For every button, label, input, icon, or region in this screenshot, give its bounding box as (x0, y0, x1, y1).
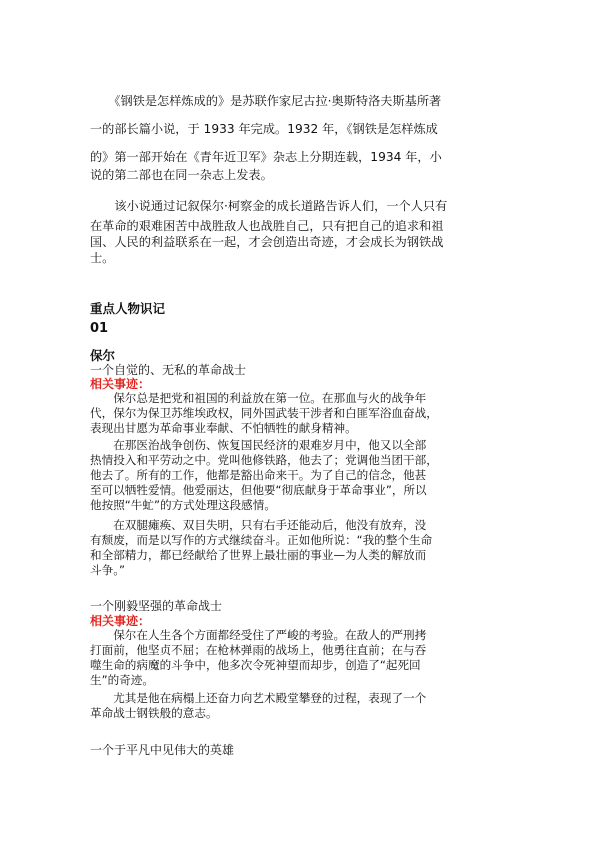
intro-p2-line: 士。 (90, 251, 115, 265)
trait-1-paragraph-1 (90, 391, 500, 436)
intro-p1-line: 说的第二部也在同一杂志上发表。 (90, 168, 273, 182)
intro-p2-line: 在革命的艰难困苦中战胜敌人也战胜自己，只有把自己的追求和祖 (90, 219, 444, 233)
intro-p1-line: 的》第一部开始在《青年近卫军》杂志上分期连载，1934 年，小 (90, 150, 442, 164)
intro-p2-line: 该小说通过记叙保尔·柯察金的成长道路告诉人们，一个人只有 (90, 199, 448, 213)
body-line: 斗争。” (90, 563, 125, 578)
intro-p1-line: 一的部长篇小说，于 1933 年完成。1932 年，《钢铁是怎样炼成 (90, 122, 438, 136)
body-line: 热情投入和平劳动之中。党叫他修铁路，他去了；党调他当团干部， (90, 453, 438, 468)
trait-title: 一个刚毅坚强的革命战士 (90, 599, 223, 613)
intro-paragraph-1 (90, 93, 500, 183)
body-line: 保尔总是把党和祖国的利益放在第一位。在那血与火的战争年 (90, 391, 427, 405)
body-line: 保尔在人生各个方面都经受住了严峻的考验。在敌人的严刑拷 (90, 628, 427, 642)
trait-1-paragraph-2 (90, 438, 500, 513)
section-number: 01 (90, 321, 109, 336)
body-line: 革命战士钢铁般的意志。 (90, 706, 218, 721)
body-line: 至可以牺牲爱情。他爱丽达，但他要“彻底献身于革命事业”，所以 (90, 483, 427, 498)
trait-title: 一个自觉的、无私的革命战士 (90, 363, 247, 377)
intro-p2-line: 国、人民的利益联系在一起，才会创造出奇迹，才会成长为钢铁战 (90, 235, 444, 249)
related-deeds-label: 相关事迹： (90, 377, 151, 391)
trait-title: 一个于平凡中见伟大的英雄 (90, 743, 235, 757)
section-title: 重点人物识记 (90, 301, 166, 316)
body-line: 打面前，他坚贞不屈；在枪林弹雨的战场上，他勇往直前；在与吞 (90, 643, 427, 658)
body-line: 表现出甘愿为革命事业奉献、不怕牺牲的献身精神。 (90, 421, 357, 436)
trait-2-paragraph-2 (90, 691, 500, 721)
trait-1-paragraph-3 (90, 518, 500, 578)
intro-paragraph-2 (90, 198, 500, 266)
related-deeds-label: 相关事迹： (90, 614, 151, 628)
body-line: 和全部精力，都已经献给了世界上最壮丽的事业—为人类的解放而 (90, 548, 427, 563)
body-line: 在那医治战争创伤、恢复国民经济的艰难岁月中，他又以全部 (90, 438, 427, 452)
body-line: 他按照“牛虻”的方式处理这段感情。 (90, 498, 276, 513)
character-name: 保尔 (90, 348, 116, 363)
intro-p1-line: 《钢铁是怎样炼成的》是苏联作家尼古拉·奥斯特洛夫斯基所著 (90, 94, 442, 108)
body-line: 代，保尔为保卫苏维埃政权，同外国武装干涉者和白匪军浴血奋战， (90, 406, 438, 421)
body-line: 在双腿瘫痪、双目失明，只有右手还能动后，他没有放弃，没 (90, 518, 427, 532)
body-line: 他去了。所有的工作，他都是豁出命来干。为了自己的信念，他甚 (90, 468, 427, 483)
trait-2-paragraph-1 (90, 628, 500, 688)
body-line: 噬生命的病魔的斗争中，他多次令死神望而却步，创造了“起死回 (90, 658, 421, 673)
body-line: 尤其是他在病榻上还奋力向艺术殿堂攀登的过程，表现了一个 (90, 691, 427, 705)
body-line: 有颓废，而是以写作的方式继续奋斗。正如他所说：“我的整个生命 (90, 533, 433, 548)
body-line: 生”的奇迹。 (90, 673, 154, 688)
